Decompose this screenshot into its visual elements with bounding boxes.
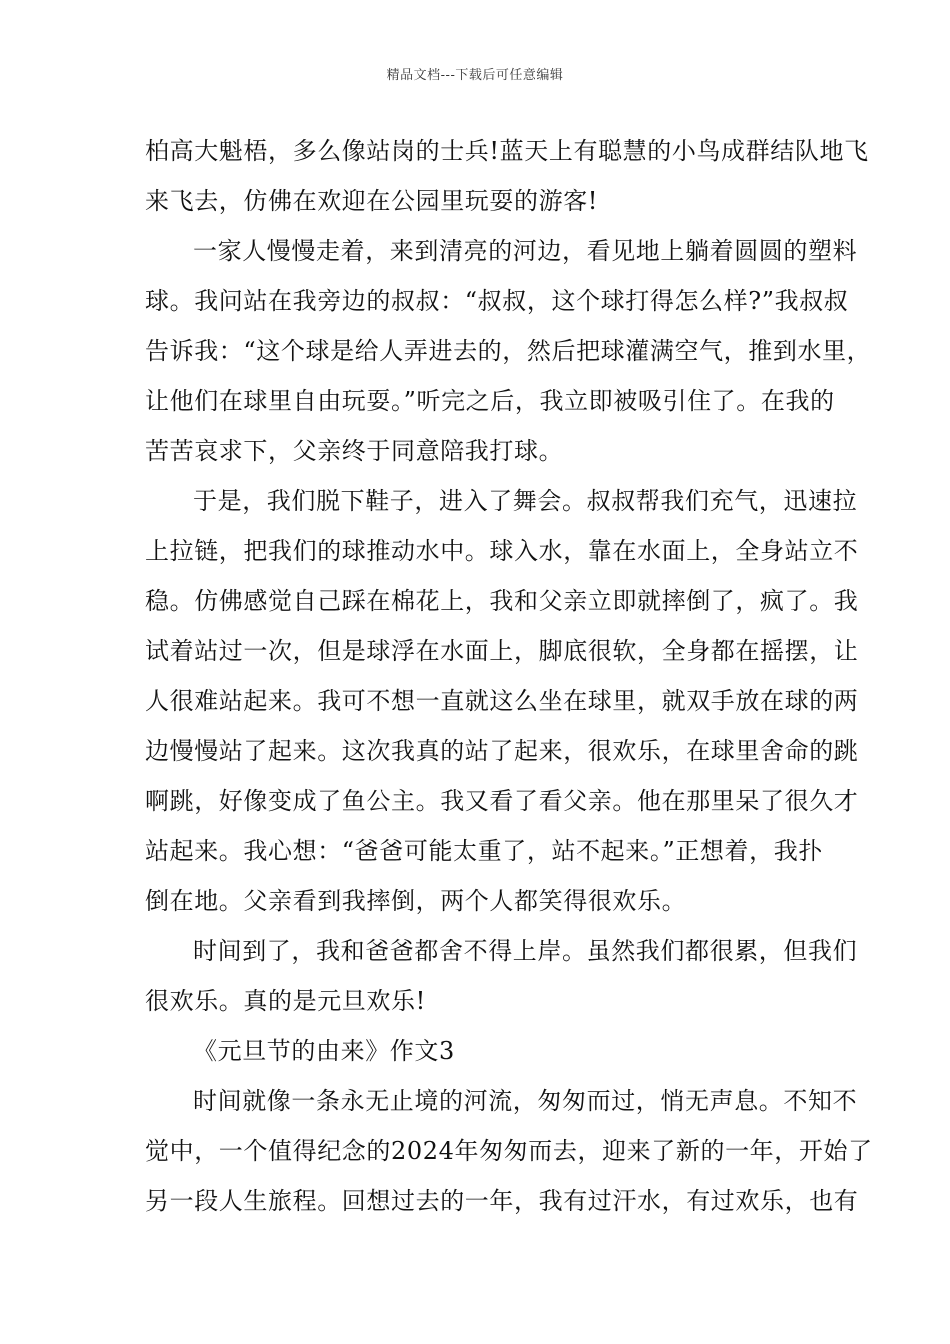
text-line: 告诉我：“这个球是给人弄进去的，然后把球灌满空气，推到水里， <box>145 337 872 365</box>
page-header: 精品文档---下载后可任意编辑 <box>386 68 564 83</box>
text-line: 啊跳，好像变成了鱼公主。我又看了看父亲。他在那里呆了很久才 <box>145 787 859 815</box>
text-line: 让他们在球里自由玩耍。”听完之后，我立即被吸引住了。在我的 <box>145 387 835 415</box>
text-line: 人很难站起来。我可不想一直就这么坐在球里，就双手放在球的两 <box>145 687 859 715</box>
text-line: 上拉链，把我们的球推动水中。球入水，靠在水面上，全身站立不 <box>145 537 859 565</box>
paragraph-start-line: 一家人慢慢走着，来到清亮的河边，看见地上躺着圆圆的塑料 <box>193 237 858 265</box>
document-body <box>145 126 873 1226</box>
section-title: 《元旦节的由来》作文3 <box>193 1037 455 1065</box>
paragraph-start-line: 于是，我们脱下鞋子，进入了舞会。叔叔帮我们充气，迅速拉 <box>193 487 858 515</box>
text-line: 柏高大魁梧，多么像站岗的士兵!蓝天上有聪慧的小鸟成群结队地飞 <box>145 137 869 165</box>
paragraph-start-line: 时间就像一条永无止境的河流，匆匆而过，悄无声息。不知不 <box>193 1087 858 1115</box>
text-line: 苦苦哀求下，父亲终于同意陪我打球。 <box>145 437 564 465</box>
paragraph-start-line: 时间到了，我和爸爸都舍不得上岸。虽然我们都很累，但我们 <box>193 937 858 965</box>
text-line: 试着站过一次，但是球浮在水面上，脚底很软，全身都在摇摆，让 <box>145 637 859 665</box>
text-line: 来飞去，仿佛在欢迎在公园里玩耍的游客! <box>145 187 599 215</box>
text-line: 站起来。我心想：“爸爸可能太重了，站不起来。”正想着，我扑 <box>145 837 823 865</box>
text-line: 边慢慢站了起来。这次我真的站了起来，很欢乐，在球里舍命的跳 <box>145 737 859 765</box>
text-line: 觉中，一个值得纪念的2024年匆匆而去，迎来了新的一年，开始了 <box>145 1137 873 1165</box>
text-line: 很欢乐。真的是元旦欢乐! <box>145 987 426 1015</box>
text-line: 倒在地。父亲看到我摔倒，两个人都笑得很欢乐。 <box>145 887 687 915</box>
text-line: 稳。仿佛感觉自己踩在棉花上，我和父亲立即就摔倒了，疯了。我 <box>145 587 859 615</box>
text-line: 球。我问站在我旁边的叔叔：“叔叔，这个球打得怎么样?”我叔叔 <box>145 287 849 315</box>
text-line: 另一段人生旅程。回想过去的一年，我有过汗水，有过欢乐，也有 <box>145 1187 859 1215</box>
